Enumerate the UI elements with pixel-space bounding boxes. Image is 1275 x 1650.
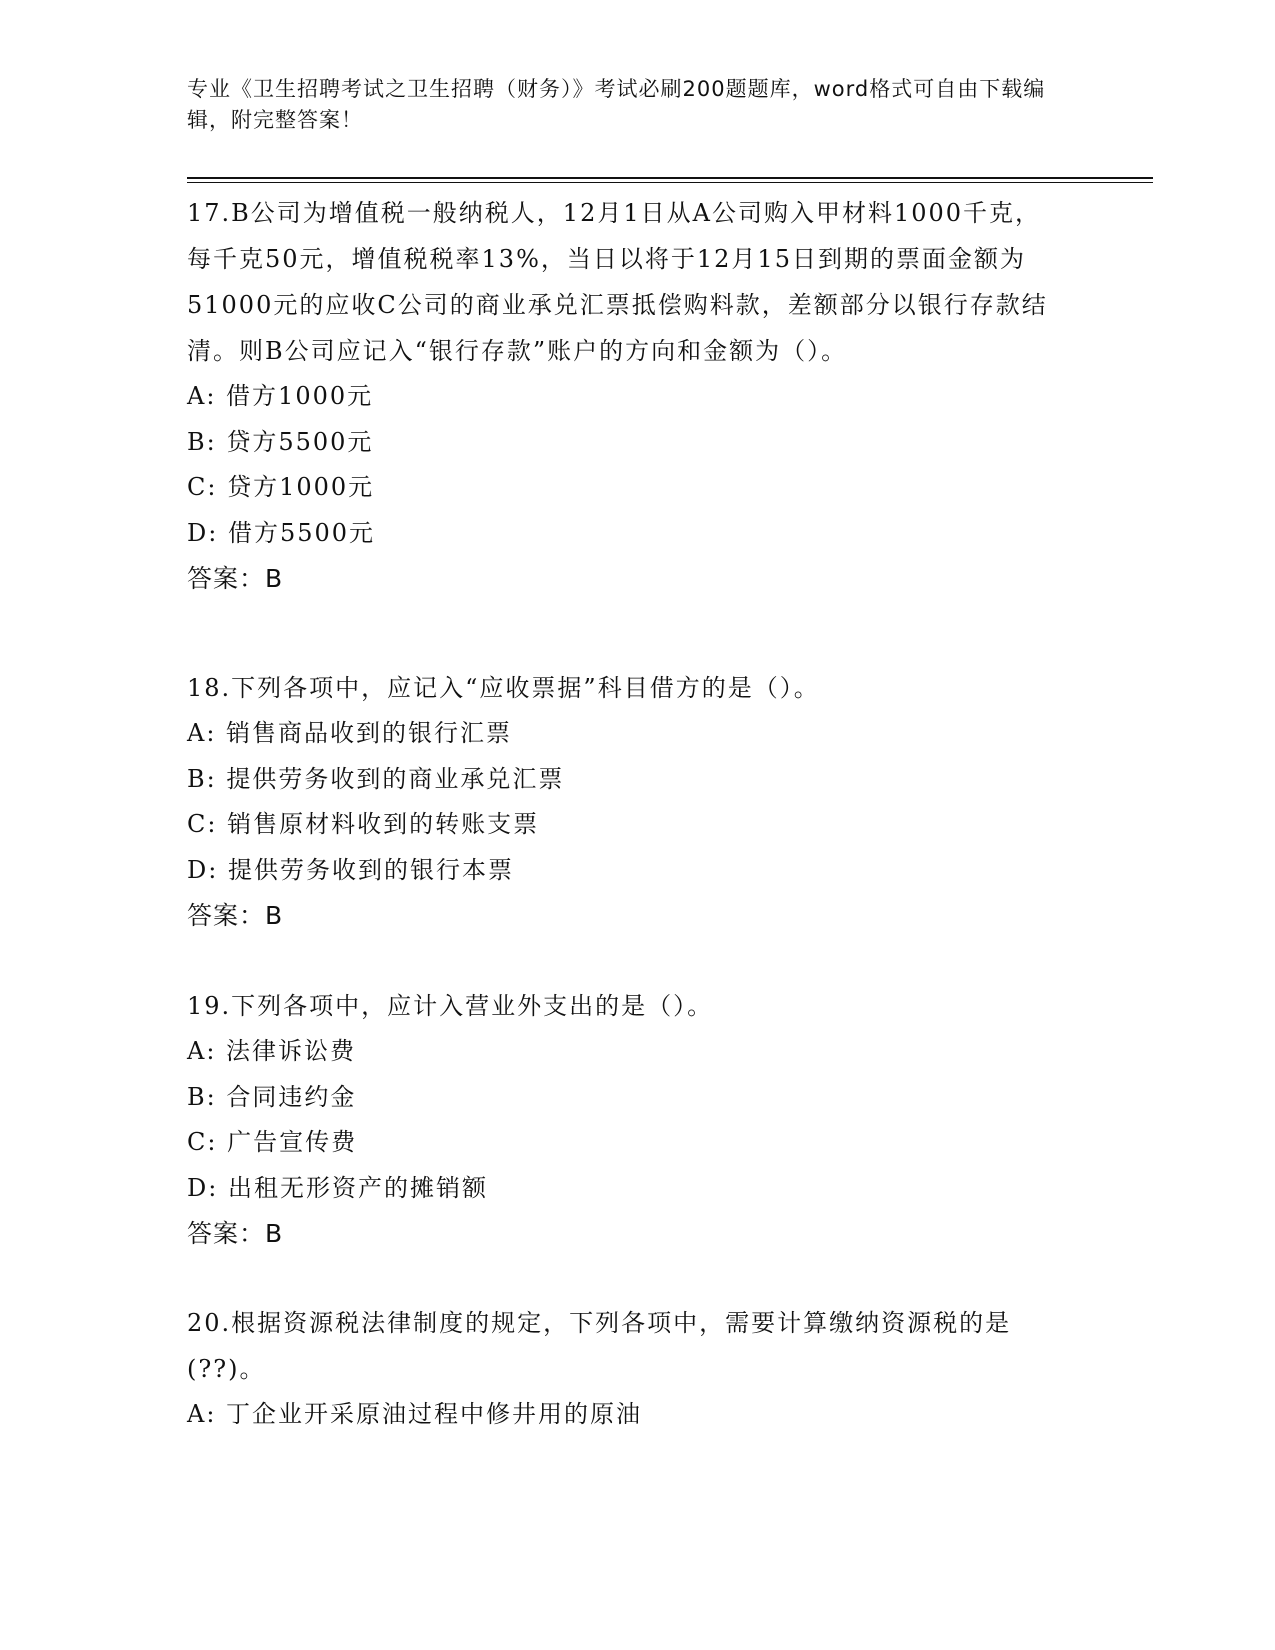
question-stem: 17.B公司为增值税一般纳税人，12月1日从A公司购入甲材料1000千克，每千克50元，增值税税率13%，当日以将于12月15日到期的票面金额为51000元的应收C公司的商业承兑汇票抵偿购料款，差额部分以银行存款结清。则B公司应记入“银行存款”账户的方向和金额为（）。 <box>187 199 1048 365</box>
option-c: C: 广告宣传费 <box>187 1128 358 1156</box>
question-stem: 18.下列各项中，应记入“应收票据”科目借方的是（）。 <box>187 674 820 702</box>
option-a: A: 借方1000元 <box>187 382 374 410</box>
question-stem: 19.下列各项中，应计入营业外支出的是（）。 <box>187 992 714 1020</box>
option-c: C: 贷方1000元 <box>187 473 375 501</box>
header-divider-bottom <box>187 182 1153 183</box>
document-header: 专业《卫生招聘考试之卫生招聘（财务）》考试必刷200题题库，word格式可自由下载编辑，附完整答案！ <box>187 77 1046 132</box>
option-b: B: 贷方5500元 <box>187 427 374 456</box>
answer-line: 答案：B <box>187 901 284 930</box>
question-19 <box>187 983 1067 1257</box>
option-d: D: 提供劳务收到的银行本票 <box>187 855 514 884</box>
option-a: A: 销售商品收到的银行汇票 <box>187 719 513 747</box>
answer-line: 答案：B <box>187 564 284 593</box>
question-18 <box>187 665 1067 939</box>
answer-line: 答案：B <box>187 1219 284 1248</box>
option-a: A: 丁企业开采原油过程中修井用的原油 <box>187 1400 643 1428</box>
option-a: A: 法律诉讼费 <box>187 1037 357 1065</box>
option-c: C: 销售原材料收到的转账支票 <box>187 810 540 838</box>
question-stem: 20.根据资源税法律制度的规定，下列各项中，需要计算缴纳资源税的是(??)。 <box>187 1309 1012 1383</box>
option-d: D: 出租无形资产的摊销额 <box>187 1173 488 1202</box>
header-divider-top <box>187 177 1153 179</box>
question-17 <box>187 190 1067 602</box>
option-b: B: 合同违约金 <box>187 1082 357 1111</box>
question-20 <box>187 1300 1067 1438</box>
option-d: D: 借方5500元 <box>187 518 376 547</box>
option-b: B: 提供劳务收到的商业承兑汇票 <box>187 764 565 793</box>
